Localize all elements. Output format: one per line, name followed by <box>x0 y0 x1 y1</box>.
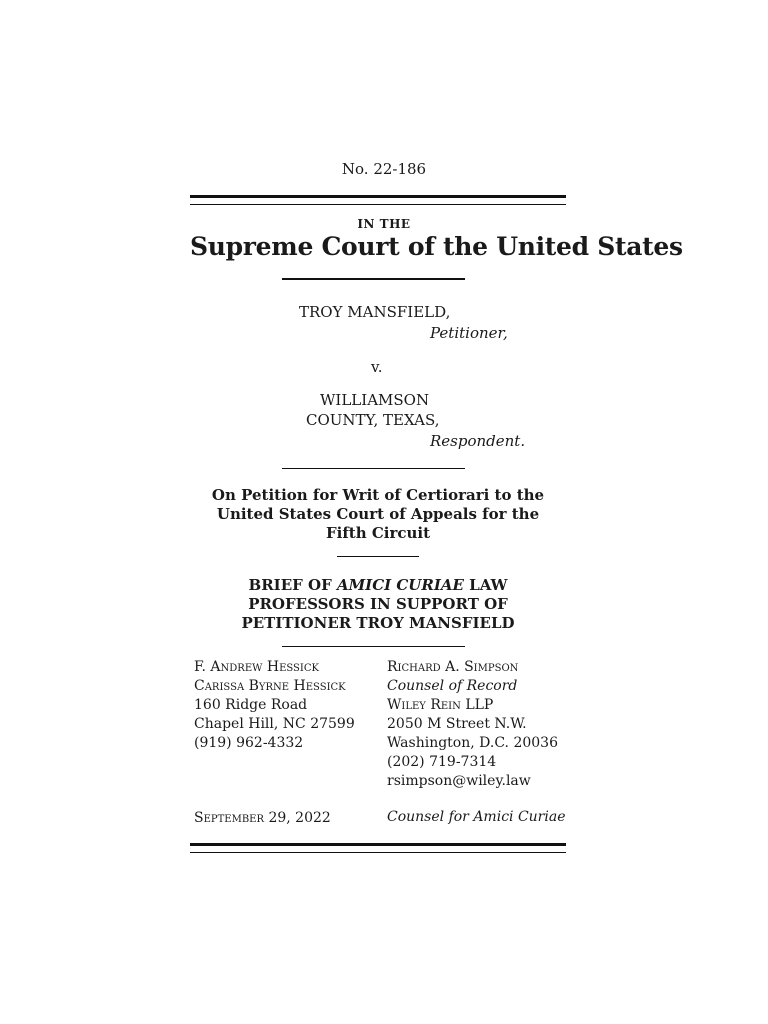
left-address-line-1: 160 Ridge Road <box>194 697 308 713</box>
respondent-name-line2: COUNTY, TEXAS, <box>306 411 440 429</box>
brief-title-suffix: LAW <box>463 576 508 594</box>
counsel-for-amici: Counsel for Amici Curiae <box>387 809 566 825</box>
law-firm-name: Wiley Rein LLP <box>387 697 494 713</box>
bottom-double-rule <box>190 843 566 853</box>
left-address-line-2: Chapel Hill, NC 27599 <box>194 716 355 732</box>
petition-line-2: United States Court of Appeals for the <box>216 505 540 523</box>
left-counsel-block <box>194 658 355 753</box>
top-double-rule <box>190 195 566 205</box>
right-address-line-1: 2050 M Street N.W. <box>387 716 527 732</box>
brief-title-prefix: BRIEF OF <box>248 576 337 594</box>
right-counsel-block <box>387 658 558 791</box>
counsel-of-record: Counsel of Record <box>387 678 518 694</box>
parties-divider <box>282 468 465 469</box>
petition-caption <box>190 486 566 543</box>
counsel-name-carissa-hessick: Carissa Byrne Hessick <box>194 678 346 694</box>
petition-line-1: On Petition for Writ of Certiorari to the <box>211 486 545 504</box>
brief-title-line-3: PETITIONER TROY MANSFIELD <box>241 614 515 632</box>
brief-title-line-2: PROFESSORS IN SUPPORT OF <box>248 595 508 613</box>
petition-divider <box>337 556 419 557</box>
court-underline <box>282 278 465 280</box>
court-name: Supreme Court of the United States <box>190 232 683 261</box>
right-address-line-2: Washington, D.C. 20036 <box>387 735 558 751</box>
brief-title-line-1 <box>190 576 566 595</box>
petitioner-role: Petitioner, <box>430 324 508 342</box>
brief-title-amici: AMICI CURIAE <box>336 576 464 594</box>
petitioner-name: TROY MANSFIELD, <box>299 303 451 321</box>
versus: v. <box>371 358 383 376</box>
counsel-name-andrew-hessick: F. Andrew Hessick <box>194 659 319 675</box>
docket-number: No. 22-186 <box>341 160 427 178</box>
respondent-role: Respondent. <box>430 432 526 450</box>
petition-line-3: Fifth Circuit <box>325 524 431 542</box>
right-email: rsimpson@wiley.law <box>387 773 531 789</box>
filing-date: September 29, 2022 <box>194 810 331 826</box>
right-phone: (202) 719-7314 <box>387 754 497 770</box>
brief-title <box>190 576 566 633</box>
left-phone: (919) 962-4332 <box>194 735 304 751</box>
respondent-name-line1: WILLIAMSON <box>320 391 430 409</box>
counsel-name-richard-simpson: Richard A. Simpson <box>387 659 519 675</box>
title-divider <box>282 646 465 647</box>
court-prefix: IN THE <box>357 217 411 231</box>
